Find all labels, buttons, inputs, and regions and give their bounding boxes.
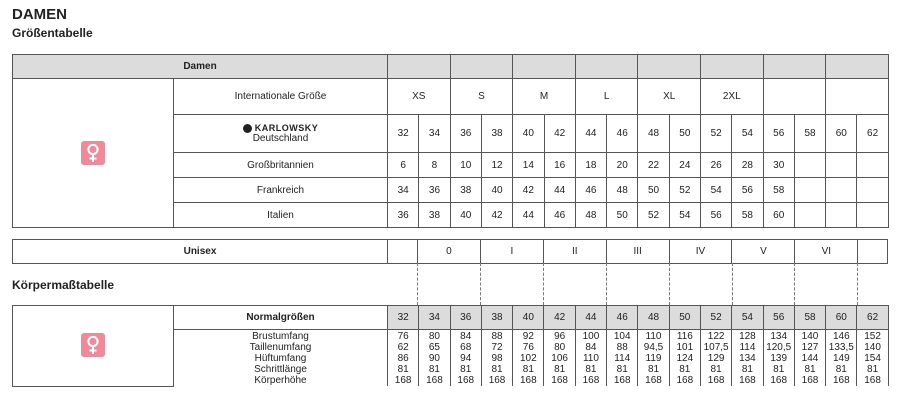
unisex-size: III (606, 240, 669, 264)
measure-value: 102 (519, 353, 537, 364)
dashed-guide (857, 263, 858, 305)
measure-value: 81 (741, 364, 753, 375)
karlowsky-size: 40 (513, 115, 544, 153)
measure-value: 81 (679, 364, 691, 375)
karlowsky-size: 44 (575, 115, 606, 153)
karlowsky-size: 62 (857, 115, 888, 153)
country-size: 50 (607, 203, 638, 228)
measure-value: 80 (428, 331, 440, 342)
measure-value: 96 (554, 331, 566, 342)
measure-value: 140 (864, 342, 881, 353)
measure-value: 144 (801, 353, 819, 364)
measure-column (544, 330, 575, 387)
country-size: 46 (544, 203, 575, 228)
measure-value: 76 (522, 342, 534, 353)
measure-value: 168 (770, 375, 788, 386)
measure-value: 110 (645, 331, 662, 342)
measure-label: Hüftumfang (254, 353, 307, 364)
measure-value: 90 (428, 353, 440, 364)
country-size: 20 (607, 153, 638, 178)
measure-column (450, 330, 481, 387)
measure-column (763, 330, 794, 387)
measure-value: 92 (522, 331, 534, 342)
measure-value: 94 (460, 353, 472, 364)
country-label: Frankreich (174, 178, 388, 203)
intl-size: XS (388, 79, 451, 115)
measure-value: 139 (770, 353, 788, 364)
measure-value: 81 (491, 364, 503, 375)
measure-label: Brustumfang (252, 331, 309, 342)
measure-value: 81 (554, 364, 566, 375)
unisex-spacer (388, 240, 418, 264)
karlowsky-size: 32 (388, 115, 419, 153)
country-size: 60 (763, 203, 794, 228)
measure-value: 81 (710, 364, 722, 375)
measure-column (638, 330, 669, 387)
brand-cell (174, 115, 388, 153)
dashed-guide (606, 263, 607, 305)
intl-size: 2XL (700, 79, 763, 115)
dashed-guide (543, 263, 544, 305)
country-size (857, 178, 888, 203)
measure-value: 116 (676, 331, 693, 342)
dashed-guide (732, 263, 733, 305)
measure-value: 168 (551, 375, 568, 386)
intl-size-empty (763, 79, 826, 115)
country-size: 52 (638, 203, 669, 228)
header-group-cell (388, 55, 451, 79)
dashed-guide (794, 263, 795, 305)
country-size: 22 (638, 153, 669, 178)
karlowsky-size: 52 (700, 115, 731, 153)
measure-value: 81 (460, 364, 472, 375)
intl-size: M (513, 79, 576, 115)
measure-value: 80 (554, 342, 566, 353)
intl-size: XL (638, 79, 701, 115)
country-size: 16 (544, 153, 575, 178)
measure-value: 124 (676, 353, 694, 364)
measure-value: 81 (773, 364, 785, 375)
body-size: 40 (513, 306, 544, 330)
measure-label: Schrittlänge (254, 364, 307, 375)
header-group-cell (575, 55, 638, 79)
measure-value: 168 (832, 375, 850, 386)
measure-value: 129 (707, 353, 725, 364)
body-table-header: Normalgrößen (174, 306, 388, 330)
sizes-title: Größentabelle (12, 26, 93, 40)
dashed-guide (669, 263, 670, 305)
measure-labels (174, 330, 388, 387)
brand-name: KARLOWSKY (254, 123, 319, 133)
header-group-cell (450, 55, 513, 79)
body-size: 60 (826, 306, 857, 330)
female-symbol-icon (81, 333, 105, 357)
header-group-cell (826, 55, 889, 79)
measure-value: 81 (522, 364, 534, 375)
measure-value: 86 (397, 353, 409, 364)
measure-value: 168 (426, 375, 443, 386)
measure-value: 168 (707, 375, 725, 386)
country-size: 38 (450, 178, 481, 203)
measure-value: 168 (864, 375, 881, 386)
country-size (794, 178, 825, 203)
country-size: 42 (513, 178, 544, 203)
measure-value: 114 (614, 353, 631, 364)
country-size (857, 203, 888, 228)
country-size (857, 153, 888, 178)
body-size: 38 (481, 306, 512, 330)
country-size: 48 (575, 203, 606, 228)
body-size: 56 (763, 306, 794, 330)
body-size: 58 (794, 306, 825, 330)
unisex-size: I (480, 240, 543, 264)
country-size (794, 153, 825, 178)
country-size: 42 (481, 203, 512, 228)
measure-value: 62 (397, 342, 409, 353)
measure-column (575, 330, 606, 387)
measure-value: 119 (645, 353, 662, 364)
measure-value: 114 (739, 342, 756, 353)
measure-value: 168 (519, 375, 537, 386)
measure-value: 149 (832, 353, 850, 364)
country-size: 28 (732, 153, 763, 178)
body-size: 44 (575, 306, 606, 330)
unisex-size: II (543, 240, 606, 264)
measure-value: 168 (739, 375, 756, 386)
body-size: 54 (732, 306, 763, 330)
country-size: 58 (732, 203, 763, 228)
country-size: 14 (513, 153, 544, 178)
unisex-size: 0 (418, 240, 481, 264)
measure-value: 168 (394, 375, 412, 386)
karlowsky-size: 54 (732, 115, 763, 153)
karlowsky-size: 48 (638, 115, 669, 153)
country-size: 30 (763, 153, 794, 178)
karlowsky-size: 36 (450, 115, 481, 153)
header-group-cell (763, 55, 826, 79)
measure-value: 134 (770, 331, 788, 342)
page-title: DAMEN (12, 6, 67, 23)
measure-value: 72 (491, 342, 503, 353)
measure-value: 81 (428, 364, 440, 375)
body-size: 48 (638, 306, 669, 330)
measure-value: 140 (801, 331, 819, 342)
country-label: Italien (174, 203, 388, 228)
unisex-label: Unisex (13, 240, 388, 264)
measure-value: 100 (582, 331, 600, 342)
dashed-guide (480, 263, 481, 305)
country-size: 44 (513, 203, 544, 228)
measure-value: 168 (457, 375, 475, 386)
body-size: 36 (450, 306, 481, 330)
body-size: 32 (388, 306, 419, 330)
header-group-cell (700, 55, 763, 79)
intl-size-empty (826, 79, 889, 115)
female-symbol-icon (81, 141, 105, 165)
measure-column (607, 330, 638, 387)
karlowsky-size: 50 (669, 115, 700, 153)
country-size: 38 (419, 203, 450, 228)
measure-column (826, 330, 857, 387)
measure-value: 81 (835, 364, 847, 375)
country-size: 34 (388, 178, 419, 203)
measure-value: 81 (397, 364, 409, 375)
country-size: 44 (544, 178, 575, 203)
country-size: 36 (388, 203, 419, 228)
measure-value: 110 (582, 353, 599, 364)
measure-value: 88 (491, 331, 503, 342)
measure-column (388, 330, 419, 387)
country-size: 26 (700, 153, 731, 178)
intl-label: Internationale Größe (174, 79, 388, 115)
country-size: 58 (763, 178, 794, 203)
measure-value: 81 (867, 364, 879, 375)
measure-column (794, 330, 825, 387)
measure-value: 81 (585, 364, 597, 375)
body-size: 46 (607, 306, 638, 330)
brand-logo (174, 123, 387, 133)
size-table (12, 54, 889, 228)
brand-country: Deutschland (252, 133, 309, 144)
body-size: 50 (669, 306, 700, 330)
karlowsky-size: 56 (763, 115, 794, 153)
measure-value: 122 (707, 331, 725, 342)
measure-value: 168 (613, 375, 631, 386)
measure-column (669, 330, 700, 387)
measure-value: 81 (804, 364, 816, 375)
body-title: Körpermaßtabelle (12, 278, 115, 292)
unisex-size: V (732, 240, 795, 264)
karlowsky-size: 60 (826, 115, 857, 153)
measure-value: 68 (460, 342, 472, 353)
country-size: 50 (638, 178, 669, 203)
karlowsky-size: 42 (544, 115, 575, 153)
country-size: 54 (669, 203, 700, 228)
country-size: 10 (450, 153, 481, 178)
measure-column (481, 330, 512, 387)
intl-row (13, 79, 889, 115)
country-size: 48 (607, 178, 638, 203)
country-size (826, 203, 857, 228)
header-group-cell (638, 55, 701, 79)
measure-value: 84 (585, 342, 597, 353)
karlowsky-size: 34 (419, 115, 450, 153)
measure-value: 128 (739, 331, 756, 342)
measure-value: 81 (647, 364, 660, 375)
measure-value: 88 (616, 342, 628, 353)
measure-value: 107,5 (703, 342, 729, 353)
intl-size: S (450, 79, 513, 115)
measure-value: 101 (676, 342, 694, 353)
measure-value: 168 (488, 375, 506, 386)
country-size (826, 178, 857, 203)
measure-value: 154 (864, 353, 881, 364)
measure-value: 168 (582, 375, 600, 386)
measure-value: 104 (613, 331, 631, 342)
measure-column (857, 330, 888, 387)
measure-column (513, 330, 544, 387)
country-size: 52 (669, 178, 700, 203)
dashed-guide (417, 263, 418, 305)
unisex-size: IV (669, 240, 732, 264)
karlowsky-size: 58 (794, 115, 825, 153)
measure-value: 127 (801, 342, 819, 353)
measure-label: Taillenumfang (249, 342, 312, 353)
brand-mark-icon (243, 124, 252, 133)
intl-size: L (575, 79, 638, 115)
measure-value: 134 (739, 353, 756, 364)
measure-value: 94,5 (643, 342, 664, 353)
measure-label: Körperhöhe (254, 375, 307, 386)
body-size: 62 (857, 306, 888, 330)
measure-value: 146 (832, 331, 850, 342)
measure-value: 152 (864, 331, 881, 342)
country-size: 54 (700, 178, 731, 203)
body-table (12, 305, 889, 387)
measure-value: 84 (460, 331, 472, 342)
country-size (794, 203, 825, 228)
header-group-cell (513, 55, 576, 79)
unisex-size: VI (795, 240, 858, 264)
country-size (826, 153, 857, 178)
measure-column (732, 330, 763, 387)
measure-value: 65 (428, 342, 440, 353)
country-size: 40 (481, 178, 512, 203)
country-label: Großbritannien (174, 153, 388, 178)
measure-value: 168 (676, 375, 694, 386)
unisex-table (12, 239, 888, 264)
karlowsky-size: 38 (481, 115, 512, 153)
country-size: 36 (419, 178, 450, 203)
measure-value: 133,5 (828, 342, 854, 353)
country-size: 40 (450, 203, 481, 228)
country-size: 56 (700, 203, 731, 228)
country-size: 8 (419, 153, 450, 178)
body-size: 42 (544, 306, 575, 330)
measure-column (419, 330, 450, 387)
measure-column (700, 330, 731, 387)
country-size: 56 (732, 178, 763, 203)
female-icon-cell (13, 306, 174, 387)
measure-value: 168 (645, 375, 662, 386)
measure-value: 106 (551, 353, 568, 364)
measure-value: 120,5 (766, 342, 792, 353)
measure-value: 76 (397, 331, 409, 342)
unisex-spacer-end (858, 240, 888, 264)
body-size: 52 (700, 306, 731, 330)
measure-value: 98 (491, 353, 503, 364)
country-size: 6 (388, 153, 419, 178)
country-size: 12 (481, 153, 512, 178)
measure-value: 81 (616, 364, 628, 375)
karlowsky-size: 46 (607, 115, 638, 153)
measure-value: 168 (801, 375, 819, 386)
size-table-header: Damen (13, 55, 388, 79)
body-size: 34 (419, 306, 450, 330)
country-size: 46 (575, 178, 606, 203)
female-icon-cell (13, 79, 174, 228)
country-size: 18 (575, 153, 606, 178)
country-size: 24 (669, 153, 700, 178)
